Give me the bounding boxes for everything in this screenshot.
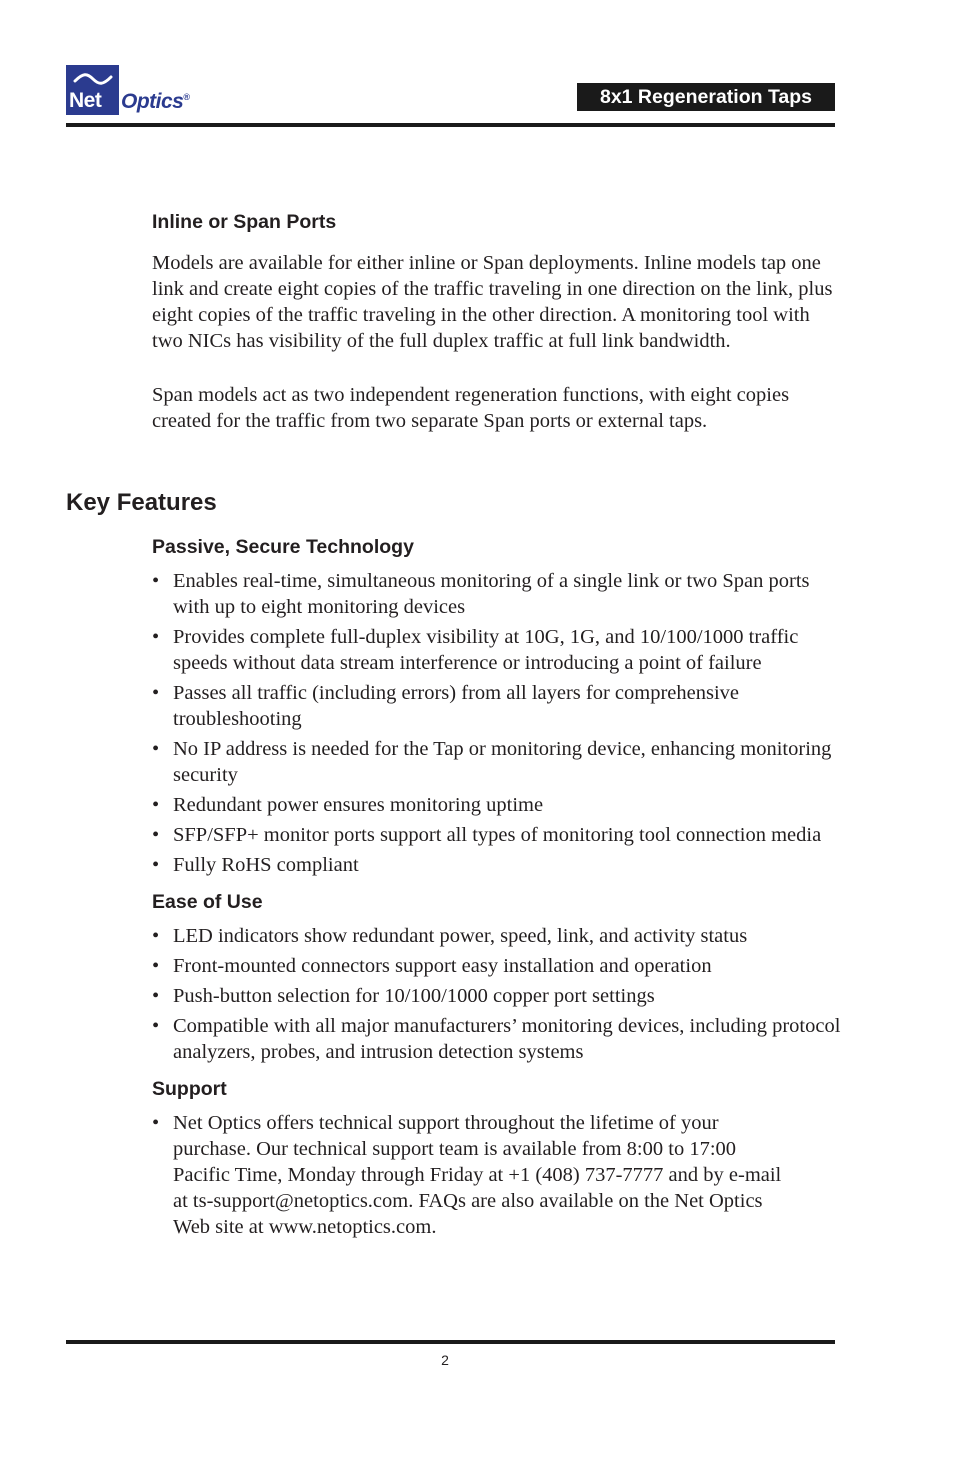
ease-of-use-list bbox=[152, 923, 842, 1065]
features-content bbox=[152, 533, 842, 1244]
footer-rule bbox=[66, 1340, 835, 1344]
inline-span-heading: Inline or Span Ports bbox=[152, 211, 337, 233]
list-item bbox=[152, 736, 842, 788]
header-rule bbox=[66, 123, 835, 127]
list-item bbox=[152, 983, 842, 1009]
bullet: • bbox=[152, 955, 160, 977]
list-item bbox=[152, 624, 842, 676]
bullet: • bbox=[152, 738, 160, 760]
ease-of-use-heading: Ease of Use bbox=[152, 891, 263, 913]
bullet: • bbox=[152, 570, 160, 592]
list-item-text: Enables real-time, simultaneous monitoring of a single link or two Span ports with up to eight monitoring devices bbox=[173, 570, 810, 618]
list-item bbox=[152, 792, 842, 818]
bullet: • bbox=[152, 854, 160, 876]
key-features-heading: Key Features bbox=[66, 489, 217, 516]
page-content bbox=[152, 208, 842, 434]
logo-mark bbox=[66, 65, 119, 115]
list-item bbox=[152, 822, 842, 848]
wave-icon bbox=[73, 73, 113, 85]
list-item-text: Front-mounted connectors support easy installation and operation bbox=[173, 955, 712, 977]
list-item bbox=[152, 852, 842, 878]
logo-text-optics bbox=[121, 90, 190, 114]
bullet: • bbox=[152, 626, 160, 648]
bullet: • bbox=[152, 1112, 160, 1134]
support-heading: Support bbox=[152, 1078, 227, 1100]
list-item bbox=[152, 1013, 842, 1065]
list-item-text: LED indicators show redundant power, speed, link, and activity status bbox=[173, 925, 748, 947]
list-item-text: Net Optics offers technical support throughout the lifetime of your purchase. Our technical support team is available from 8:00 to 17:00 Pacific Time, Monday through Friday at +1 (408) 737-7777 and by e-mail at ts-support@netoptics.com. FAQs are also available on the Net Optics Web site at www.netoptics.com. bbox=[173, 1112, 782, 1238]
list-item-text: Fully RoHS compliant bbox=[173, 854, 359, 876]
bullet: • bbox=[152, 925, 160, 947]
passive-secure-heading: Passive, Secure Technology bbox=[152, 536, 414, 558]
list-item-text: SFP/SFP+ monitor ports support all types of monitoring tool connection media bbox=[173, 824, 822, 846]
bullet: • bbox=[152, 1015, 160, 1037]
logo-optics-word: Optics bbox=[121, 90, 184, 113]
list-item-text: Push-button selection for 10/100/1000 copper port settings bbox=[173, 985, 655, 1007]
bullet: • bbox=[152, 682, 160, 704]
list-item-text: Compatible with all major manufacturers’ monitoring devices, including protocol analyzers, probes, and intrusion detection systems bbox=[173, 1015, 841, 1063]
list-item bbox=[152, 1110, 792, 1240]
passive-secure-list bbox=[152, 568, 842, 878]
list-item bbox=[152, 923, 842, 949]
list-item-text: No IP address is needed for the Tap or monitoring device, enhancing monitoring security bbox=[173, 738, 832, 786]
document-title-tab: 8x1 Regeneration Taps bbox=[577, 83, 835, 111]
bullet: • bbox=[152, 985, 160, 1007]
registered-mark: ® bbox=[183, 92, 190, 102]
list-item-text: Provides complete full-duplex visibility at 10G, 1G, and 10/100/1000 traffic speeds without data stream interference or introducing a point of failure bbox=[173, 626, 799, 674]
net-optics-logo bbox=[66, 65, 216, 117]
page-number: 2 bbox=[441, 1352, 449, 1368]
list-item-text: Redundant power ensures monitoring uptime bbox=[173, 794, 544, 816]
list-item bbox=[152, 568, 842, 620]
bullet: • bbox=[152, 824, 160, 846]
bullet: • bbox=[152, 794, 160, 816]
support-list bbox=[152, 1110, 792, 1240]
inline-paragraph: Models are available for either inline or Span deployments. Inline models tap one link and create eight copies of the traffic traveling in one direction on the link, plus eight copies of the traffic traveling in the other direction. A monitoring tool with two NICs has visibility of the full duplex traffic at full link bandwidth. bbox=[152, 252, 833, 352]
list-item bbox=[152, 953, 842, 979]
list-item bbox=[152, 680, 842, 732]
list-item-text: Passes all traffic (including errors) from all layers for comprehensive troubleshooting bbox=[173, 682, 740, 730]
logo-text-net: Net bbox=[69, 89, 102, 112]
span-paragraph: Span models act as two independent regeneration functions, with eight copies created for the traffic from two separate Span ports or external taps. bbox=[152, 384, 790, 432]
